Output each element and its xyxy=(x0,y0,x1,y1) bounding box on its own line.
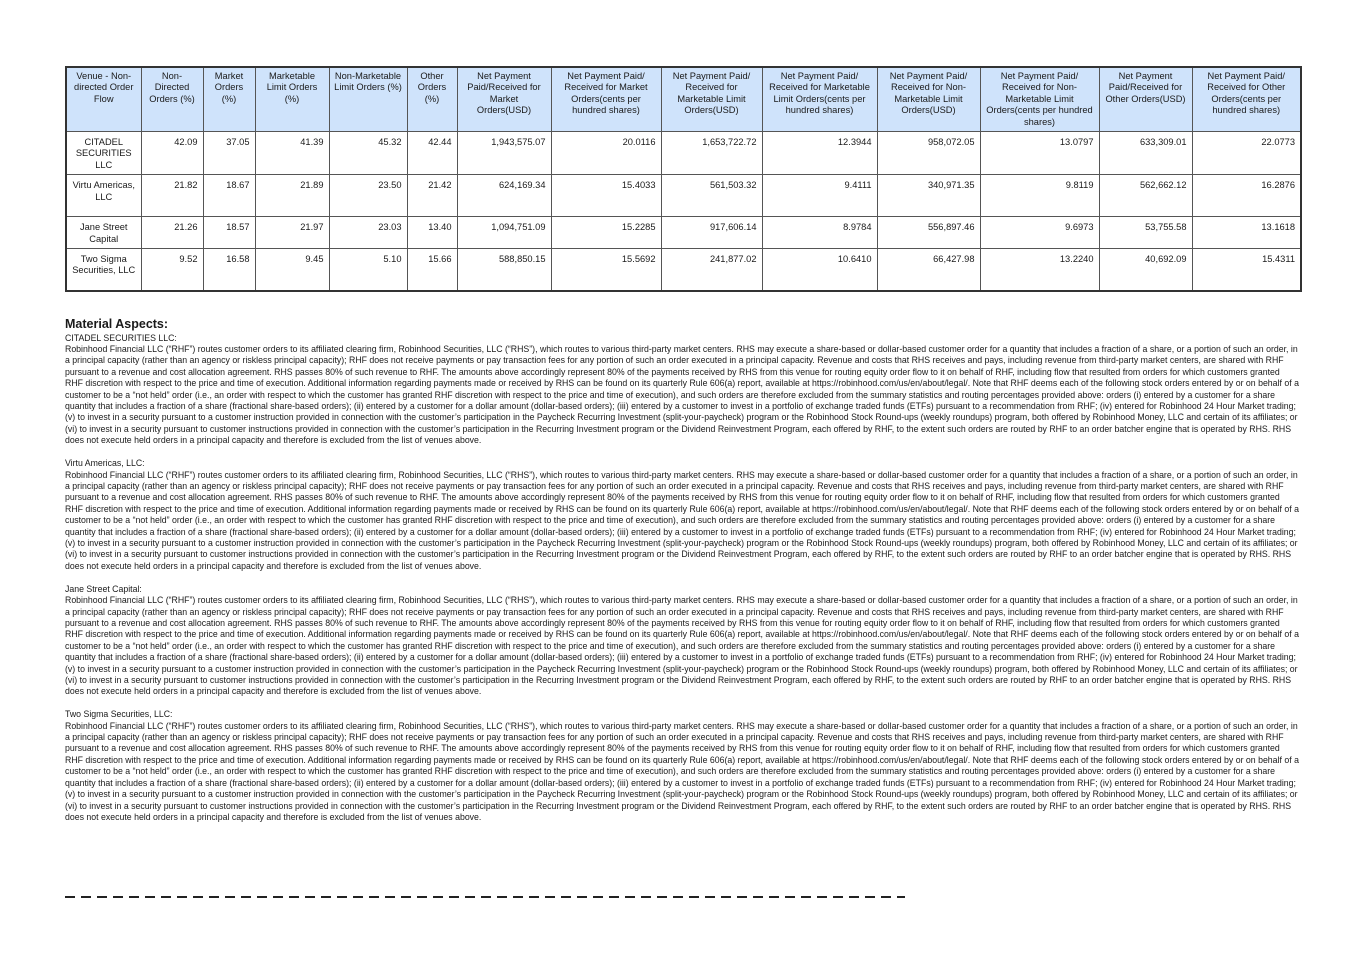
table-cell: 40,692.09 xyxy=(1099,249,1192,291)
material-aspects-heading: Material Aspects: xyxy=(65,316,169,331)
venue-table xyxy=(65,66,1302,292)
table-cell: 13.40 xyxy=(407,217,457,249)
table-cell: 21.26 xyxy=(141,217,203,249)
table-cell: 588,850.15 xyxy=(457,249,551,291)
column-header: Non-Marketable Limit Orders (%) xyxy=(329,67,407,132)
table-cell: 9.8119 xyxy=(980,175,1099,217)
table-cell: 556,897.46 xyxy=(877,217,980,249)
table-cell: 16.2876 xyxy=(1192,175,1301,217)
column-header: Market Orders (%) xyxy=(203,67,255,132)
table-row xyxy=(66,217,1301,249)
material-aspect-jane-street xyxy=(65,584,1300,698)
column-header: Net Payment Paid/ Received for Marketable Limit Orders(cents per hundred shares) xyxy=(762,67,877,132)
venue-name-cell: Two Sigma Securities, LLC xyxy=(66,249,141,291)
venue-name-cell: CITADEL SECURITIES LLC xyxy=(66,132,141,175)
table-cell: 917,606.14 xyxy=(661,217,762,249)
table-cell: 5.10 xyxy=(329,249,407,291)
material-aspect-two-sigma xyxy=(65,709,1300,823)
table-cell: 13.2240 xyxy=(980,249,1099,291)
table-cell: 21.89 xyxy=(255,175,329,217)
table-row xyxy=(66,175,1301,217)
table-cell: 13.1618 xyxy=(1192,217,1301,249)
table-cell: 9.52 xyxy=(141,249,203,291)
table-cell: 20.0116 xyxy=(551,132,661,175)
column-header: Net Payment Paid/ Received for Other Orders(cents per hundred shares) xyxy=(1192,67,1301,132)
table-cell: 1,653,722.72 xyxy=(661,132,762,175)
table-cell: 18.67 xyxy=(203,175,255,217)
material-aspect-citadel xyxy=(65,333,1300,447)
table-cell: 21.42 xyxy=(407,175,457,217)
table-cell: 42.09 xyxy=(141,132,203,175)
material-aspect-virtu xyxy=(65,458,1300,572)
table-cell: 53,755.58 xyxy=(1099,217,1192,249)
table-row xyxy=(66,132,1301,175)
table-cell: 22.0773 xyxy=(1192,132,1301,175)
table-cell: 15.4311 xyxy=(1192,249,1301,291)
column-header: Net Payment Paid/Received for Market Orders(USD) xyxy=(457,67,551,132)
aspect-venue-name: CITADEL SECURITIES LLC: xyxy=(65,332,177,343)
table-cell: 10.6410 xyxy=(762,249,877,291)
venue-name-cell: Jane Street Capital xyxy=(66,217,141,249)
table-cell: 9.45 xyxy=(255,249,329,291)
table-cell: 21.97 xyxy=(255,217,329,249)
column-header: Venue - Non-directed Order Flow xyxy=(66,67,141,132)
table-cell: 633,309.01 xyxy=(1099,132,1192,175)
column-header: Other Orders (%) xyxy=(407,67,457,132)
table-cell: 18.57 xyxy=(203,217,255,249)
table-cell: 1,094,751.09 xyxy=(457,217,551,249)
table-cell: 8.9784 xyxy=(762,217,877,249)
table-cell: 23.03 xyxy=(329,217,407,249)
column-header: Net Payment Paid/Received for Other Orders(USD) xyxy=(1099,67,1192,132)
dashed-divider xyxy=(65,896,905,898)
table-header-row xyxy=(66,67,1301,132)
column-header: Non-Directed Orders (%) xyxy=(141,67,203,132)
table-cell: 13.0797 xyxy=(980,132,1099,175)
column-header: Net Payment Paid/ Received for Market Orders(cents per hundred shares) xyxy=(551,67,661,132)
table-cell: 15.4033 xyxy=(551,175,661,217)
table-cell: 12.3944 xyxy=(762,132,877,175)
table-cell: 9.6973 xyxy=(980,217,1099,249)
aspect-body-text: Robinhood Financial LLC (“RHF”) routes customer orders to its affiliated clearing firm, Robinhood Securities, LLC (“RHS”), which routes to various third-party market centers. RHS may execute a share-based or dollar-based customer order for a quantity that includes a fraction of a share, or a portion of such an order, in a principal capacity (rather than an agency or riskless principal capacity); RHF does not receive payments or pay transaction fees for any portion of such an order executed in a principal capacity. Revenue and costs that RHS receives and pays, including revenue from third-party market centers, are shared with RHF pursuant to a revenue and cost allocation agreement. RHS passes 80% of such revenue to RHF. The amounts above accordingly represent 80% of the payments received by RHS from this venue for routing equity order flow to it on behalf of RHF, including flow that resulted from orders for which customers granted RHF discretion with respect to the price and time of execution. Additional information regarding payments made or received by RHS can be found on its quarterly Rule 606(a) report, available at https://robinhood.com/us/en/about/legal/. Note that RHF deems each of the following stock orders entered by or on behalf of a customer to be a “not held” order (i.e., an order with respect to which the customer has granted RHF discretion with respect to the price and time of execution), and such orders are therefore excluded from the summary statistics and routing percentages provided above: orders (i) entered by a customer for a share quantity that includes a fraction of a share (fractional share-based orders); (ii) entered by a customer for a dollar amount (dollar-based orders); (iii) entered by a customer to invest in a portfolio of exchange traded funds (ETFs) pursuant to a recommendation from RHF; (iv) entered for Robinhood 24 Hour Market trading; (v) to invest in a security pursuant to a customer instruction provided in connection with the customer’s participation in the Paycheck Recurring Investment (split-your-paycheck) program or the Robinhood Stock Round-ups (weekly roundups) program, both offered by Robinhood Money, LLC and certain of its affiliates; or (vi) to invest in a security pursuant to customer instructions provided in connection with the customer’s participation in the Recurring Investment program or the Dividend Reinvestment Program, each offered by RHF, to the extent such orders are routed by RHF to an order batcher engine that is operated by RHS. RHS does not execute held orders in a principal capacity and therefore is excluded from the list of venues above. xyxy=(65,469,1299,571)
table-cell: 37.05 xyxy=(203,132,255,175)
table-cell: 561,503.32 xyxy=(661,175,762,217)
table-cell: 66,427.98 xyxy=(877,249,980,291)
aspect-venue-name: Jane Street Capital: xyxy=(65,583,142,594)
aspect-body-text: Robinhood Financial LLC (“RHF”) routes customer orders to its affiliated clearing firm, Robinhood Securities, LLC (“RHS”), which routes to various third-party market centers. RHS may execute a share-based or dollar-based customer order for a quantity that includes a fraction of a share, or a portion of such an order, in a principal capacity (rather than an agency or riskless principal capacity); RHF does not receive payments or pay transaction fees for any portion of such an order executed in a principal capacity. Revenue and costs that RHS receives and pays, including revenue from third-party market centers, are shared with RHF pursuant to a revenue and cost allocation agreement. RHS passes 80% of such revenue to RHF. The amounts above accordingly represent 80% of the payments received by RHS from this venue for routing equity order flow to it on behalf of RHF, including flow that resulted from orders for which customers granted RHF discretion with respect to the price and time of execution. Additional information regarding payments made or received by RHS can be found on its quarterly Rule 606(a) report, available at https://robinhood.com/us/en/about/legal/. Note that RHF deems each of the following stock orders entered by or on behalf of a customer to be a “not held” order (i.e., an order with respect to which the customer has granted RHF discretion with respect to the price and time of execution), and such orders are therefore excluded from the summary statistics and routing percentages provided above: orders (i) entered by a customer for a share quantity that includes a fraction of a share (fractional share-based orders); (ii) entered by a customer for a dollar amount (dollar-based orders); (iii) entered by a customer to invest in a portfolio of exchange traded funds (ETFs) pursuant to a recommendation from RHF; (iv) entered for Robinhood 24 Hour Market trading; (v) to invest in a security pursuant to a customer instruction provided in connection with the customer’s participation in the Paycheck Recurring Investment (split-your-paycheck) program or the Robinhood Stock Round-ups (weekly roundups) program, both offered by Robinhood Money, LLC and certain of its affiliates; or (vi) to invest in a security pursuant to customer instructions provided in connection with the customer’s participation in the Recurring Investment program or the Dividend Reinvestment Program, each offered by RHF, to the extent such orders are routed by RHF to an order batcher engine that is operated by RHS. RHS does not execute held orders in a principal capacity and therefore is excluded from the list of venues above. xyxy=(65,595,1299,697)
table-cell: 241,877.02 xyxy=(661,249,762,291)
table-cell: 562,662.12 xyxy=(1099,175,1192,217)
column-header: Net Payment Paid/ Received for Marketable Limit Orders(USD) xyxy=(661,67,762,132)
table-cell: 15.2285 xyxy=(551,217,661,249)
table-cell: 1,943,575.07 xyxy=(457,132,551,175)
table-cell: 23.50 xyxy=(329,175,407,217)
aspect-venue-name: Virtu Americas, LLC: xyxy=(65,458,145,469)
aspect-venue-name: Two Sigma Securities, LLC: xyxy=(65,709,173,720)
aspect-body-text: Robinhood Financial LLC (“RHF”) routes customer orders to its affiliated clearing firm, Robinhood Securities, LLC (“RHS”), which routes to various third-party market centers. RHS may execute a share-based or dollar-based customer order for a quantity that includes a fraction of a share, or a portion of such an order, in a principal capacity (rather than an agency or riskless principal capacity); RHF does not receive payments or pay transaction fees for any portion of such an order executed in a principal capacity. Revenue and costs that RHS receives and pays, including revenue from third-party market centers, are shared with RHF pursuant to a revenue and cost allocation agreement. RHS passes 80% of such revenue to RHF. The amounts above accordingly represent 80% of the payments received by RHS from this venue for routing equity order flow to it on behalf of RHF, including flow that resulted from orders for which customers granted RHF discretion with respect to the price and time of execution. Additional information regarding payments made or received by RHS can be found on its quarterly Rule 606(a) report, available at https://robinhood.com/us/en/about/legal/. Note that RHF deems each of the following stock orders entered by or on behalf of a customer to be a “not held” order (i.e., an order with respect to which the customer has granted RHF discretion with respect to the price and time of execution), and such orders are therefore excluded from the summary statistics and routing percentages provided above: orders (i) entered by a customer for a share quantity that includes a fraction of a share (fractional share-based orders); (ii) entered by a customer for a dollar amount (dollar-based orders); (iii) entered by a customer to invest in a portfolio of exchange traded funds (ETFs) pursuant to a recommendation from RHF; (iv) entered for Robinhood 24 Hour Market trading; (v) to invest in a security pursuant to a customer instruction provided in connection with the customer’s participation in the Paycheck Recurring Investment (split-your-paycheck) program or the Robinhood Stock Round-ups (weekly roundups) program, both offered by Robinhood Money, LLC and certain of its affiliates; or (vi) to invest in a security pursuant to customer instructions provided in connection with the customer’s participation in the Recurring Investment program or the Dividend Reinvestment Program, each offered by RHF, to the extent such orders are routed by RHF to an order batcher engine that is operated by RHS. RHS does not execute held orders in a principal capacity and therefore is excluded from the list of venues above. xyxy=(65,720,1299,822)
table-cell: 15.5692 xyxy=(551,249,661,291)
table-cell: 45.32 xyxy=(329,132,407,175)
aspect-body-text: Robinhood Financial LLC (“RHF”) routes customer orders to its affiliated clearing firm, Robinhood Securities, LLC (“RHS”), which routes to various third-party market centers. RHS may execute a share-based or dollar-based customer order for a quantity that includes a fraction of a share, or a portion of such an order, in a principal capacity (rather than an agency or riskless principal capacity); RHF does not receive payments or pay transaction fees for any portion of such an order executed in a principal capacity. Revenue and costs that RHS receives and pays, including revenue from third-party market centers, are shared with RHF pursuant to a revenue and cost allocation agreement. RHS passes 80% of such revenue to RHF. The amounts above accordingly represent 80% of the payments received by RHS from this venue for routing equity order flow to it on behalf of RHF, including flow that resulted from orders for which customers granted RHF discretion with respect to the price and time of execution. Additional information regarding payments made or received by RHS can be found on its quarterly Rule 606(a) report, available at https://robinhood.com/us/en/about/legal/. Note that RHF deems each of the following stock orders entered by or on behalf of a customer to be a “not held” order (i.e., an order with respect to which the customer has granted RHF discretion with respect to the price and time of execution), and such orders are therefore excluded from the summary statistics and routing percentages provided above: orders (i) entered by a customer for a share quantity that includes a fraction of a share (fractional share-based orders); (ii) entered by a customer for a dollar amount (dollar-based orders); (iii) entered by a customer to invest in a portfolio of exchange traded funds (ETFs) pursuant to a recommendation from RHF; (iv) entered for Robinhood 24 Hour Market trading; (v) to invest in a security pursuant to a customer instruction provided in connection with the customer’s participation in the Paycheck Recurring Investment (split-your-paycheck) program or the Robinhood Stock Round-ups (weekly roundups) program, both offered by Robinhood Money, LLC and certain of its affiliates; or (vi) to invest in a security pursuant to customer instructions provided in connection with the customer’s participation in the Recurring Investment program or the Dividend Reinvestment Program, each offered by RHF, to the extent such orders are routed by RHF to an order batcher engine that is operated by RHS. RHS does not execute held orders in a principal capacity and therefore is excluded from the list of venues above. xyxy=(65,343,1299,446)
table-cell: 16.58 xyxy=(203,249,255,291)
report-page xyxy=(65,66,1300,835)
table-cell: 42.44 xyxy=(407,132,457,175)
table-cell: 340,971.35 xyxy=(877,175,980,217)
column-header: Marketable Limit Orders (%) xyxy=(255,67,329,132)
table-cell: 624,169.34 xyxy=(457,175,551,217)
table-cell: 21.82 xyxy=(141,175,203,217)
table-cell: 958,072.05 xyxy=(877,132,980,175)
table-cell: 15.66 xyxy=(407,249,457,291)
venue-name-cell: Virtu Americas, LLC xyxy=(66,175,141,217)
table-row xyxy=(66,249,1301,291)
column-header: Net Payment Paid/ Received for Non-Marketable Limit Orders(USD) xyxy=(877,67,980,132)
column-header: Net Payment Paid/ Received for Non-Marketable Limit Orders(cents per hundred shares) xyxy=(980,67,1099,132)
table-cell: 9.4111 xyxy=(762,175,877,217)
table-cell: 41.39 xyxy=(255,132,329,175)
